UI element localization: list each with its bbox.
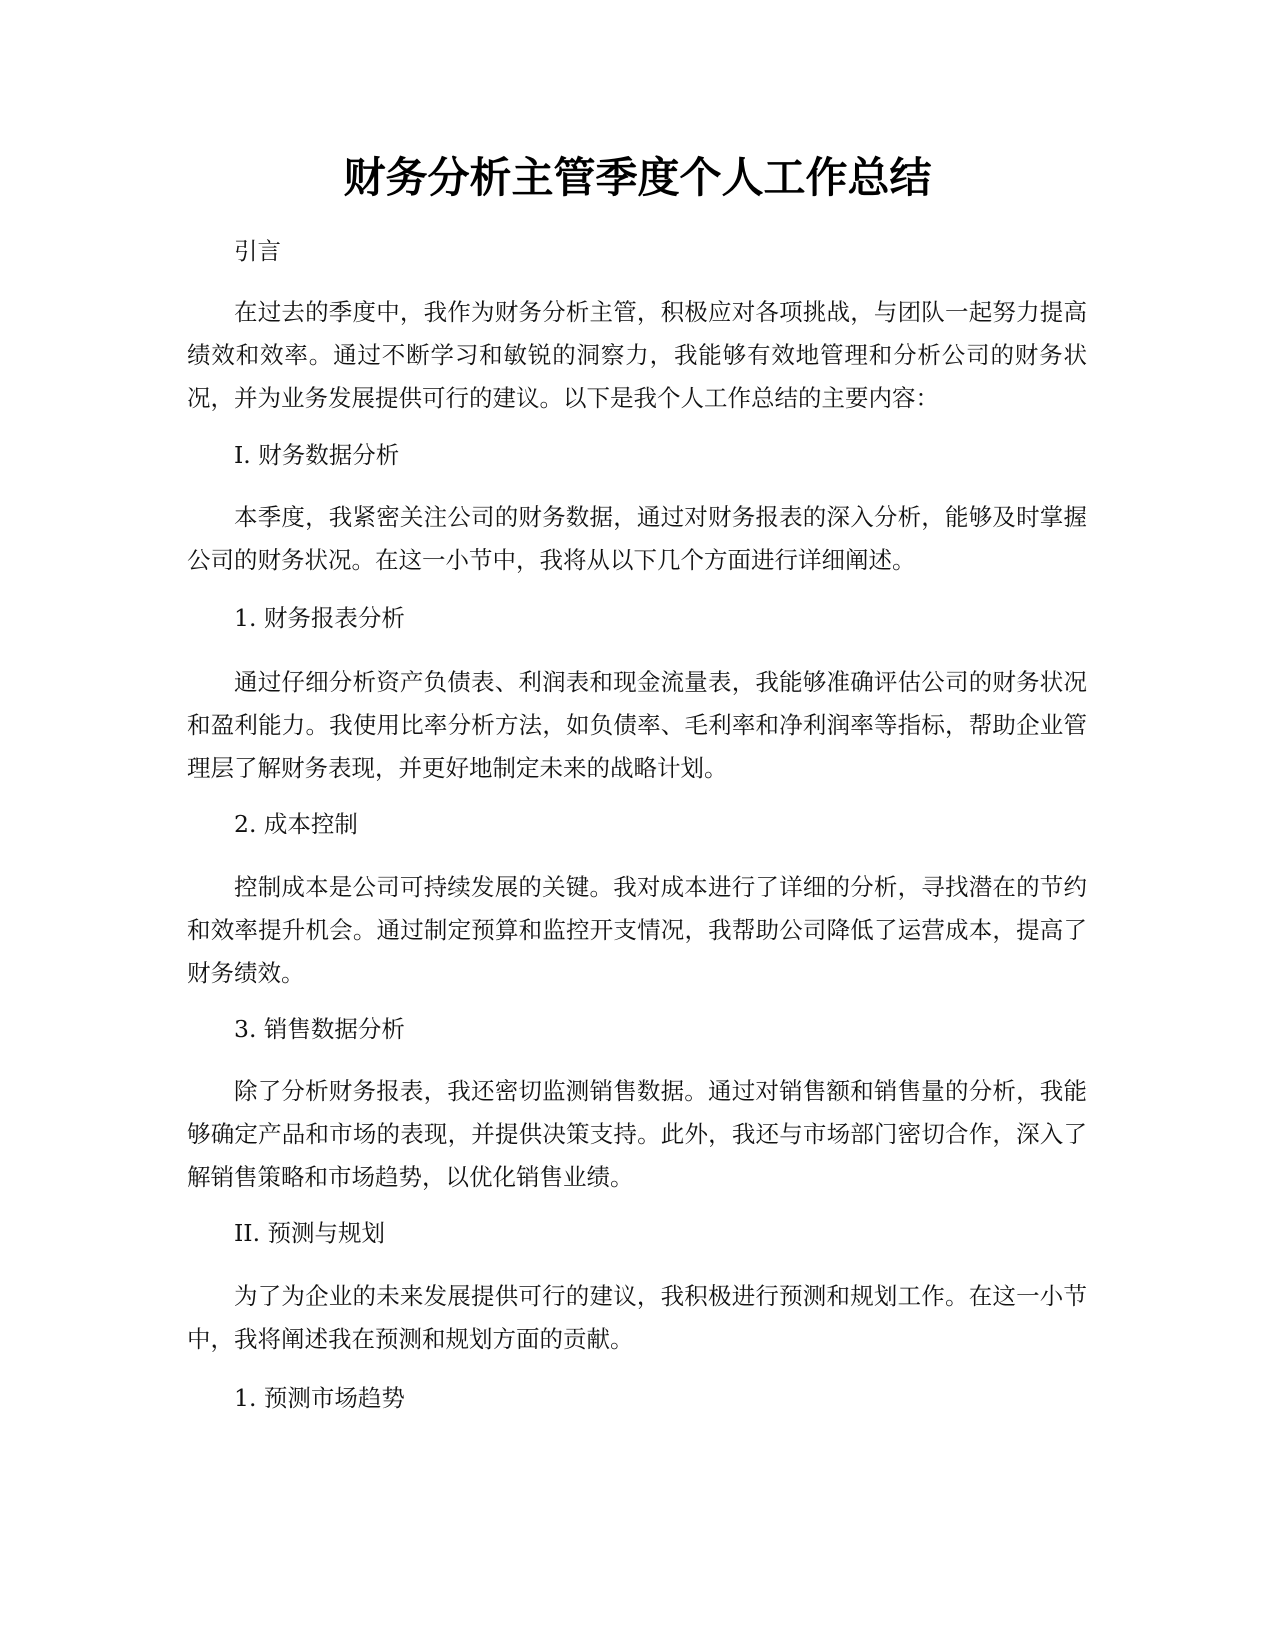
section-1-heading: I. 财务数据分析 — [234, 441, 400, 469]
intro-heading: 引言 — [234, 237, 281, 265]
subsection-1-2-heading: 2. 成本控制 — [234, 810, 358, 838]
subsection-1-2-paragraph: 控制成本是公司可持续发展的关键。我对成本进行了详细的分析，寻找潜在的节约和效率提升机会。通过制定预算和监控开支情况，我帮助公司降低了运营成本，提高了财务绩效。 — [187, 873, 1087, 987]
subsection-2-1-heading: 1. 预测市场趋势 — [234, 1384, 405, 1412]
subsection-1-3-paragraph: 除了分析财务报表，我还密切监测销售数据。通过对销售额和销售量的分析，我能够确定产品和市场的表现，并提供决策支持。此外，我还与市场部门密切合作，深入了解销售策略和市场趋势，以优化销售业绩。 — [187, 1077, 1087, 1191]
subsection-1-1-paragraph: 通过仔细分析资产负债表、利润表和现金流量表，我能够准确评估公司的财务状况和盈利能力。我使用比率分析方法，如负债率、毛利率和净利润率等指标，帮助企业管理层了解财务表现，并更好地制定未来的战略计划。 — [187, 668, 1087, 782]
section-2-paragraph: 为了为企业的未来发展提供可行的建议，我积极进行预测和规划工作。在这一小节中，我将阐述我在预测和规划方面的贡献。 — [187, 1282, 1087, 1353]
document-title: 财务分析主管季度个人工作总结 — [343, 153, 932, 202]
subsection-1-1-heading: 1. 财务报表分析 — [234, 604, 405, 632]
intro-paragraph: 在过去的季度中，我作为财务分析主管，积极应对各项挑战，与团队一起努力提高绩效和效率。通过不断学习和敏锐的洞察力，我能够有效地管理和分析公司的财务状况，并为业务发展提供可行的建议。以下是我个人工作总结的主要内容： — [187, 298, 1087, 412]
section-2-heading: II. 预测与规划 — [234, 1219, 386, 1247]
section-1-paragraph: 本季度，我紧密关注公司的财务数据，通过对财务报表的深入分析，能够及时掌握公司的财务状况。在这一小节中，我将从以下几个方面进行详细阐述。 — [187, 503, 1087, 574]
subsection-1-3-heading: 3. 销售数据分析 — [234, 1015, 405, 1043]
